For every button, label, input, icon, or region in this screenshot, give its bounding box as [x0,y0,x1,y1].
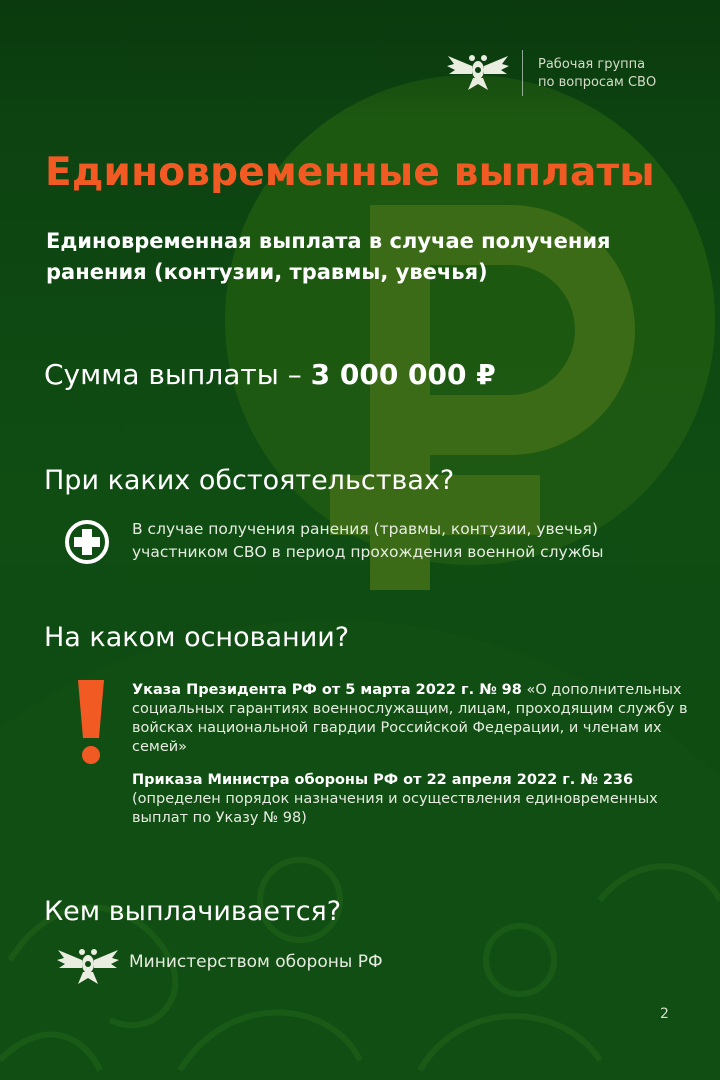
basis-item-order-title: Приказа Министра обороны РФ от 22 апреля 2022 г. № 236 [132,772,634,788]
payer-heading: Кем выплачивается? [44,896,342,927]
exclamation-icon [74,680,108,766]
basis-item-order-text: (определен порядок назначения и осуществления единовременных выплат по Указу № 98) [132,791,658,826]
double-headed-eagle-emblem-icon [56,944,120,986]
basis-heading: На каком основании? [44,622,350,653]
header-divider [522,50,523,96]
page-number: 2 [660,1006,669,1022]
double-headed-eagle-emblem-icon [446,50,510,92]
basis-item-decree-text: «О дополнительных социальных гарантиях военнослужащим, лицам, проходящим службу в войсках национальной гвардии Российской Федерации, и членам их семей» [132,682,688,755]
circumstances-heading: При каких обстоятельствах? [44,465,455,496]
payment-amount [44,358,496,391]
organization-name [538,56,656,92]
payment-amount-value: 3 000 000 ₽ [310,358,496,391]
circumstances-text: В случае получения ранения (травмы, контузии, увечья) участником СВО в период прохождения военной службы [132,520,604,561]
page-title: Единовременные выплаты [45,150,655,195]
basis-item-order [132,771,692,828]
payment-subtitle: Единовременная выплата в случае получения ранения (контузии, травмы, увечья) [46,229,611,284]
organization-line-2: по вопросам СВО [538,75,657,90]
medical-plus-icon [64,519,110,565]
payer-text: Министерством обороны РФ [129,952,383,972]
basis-item-decree-title: Указа Президента РФ от 5 марта 2022 г. № 98 [132,682,522,698]
organization-line-1: Рабочая группа [538,57,646,72]
basis-item-decree [132,681,692,757]
payment-amount-label: Сумма выплаты – [44,358,311,391]
